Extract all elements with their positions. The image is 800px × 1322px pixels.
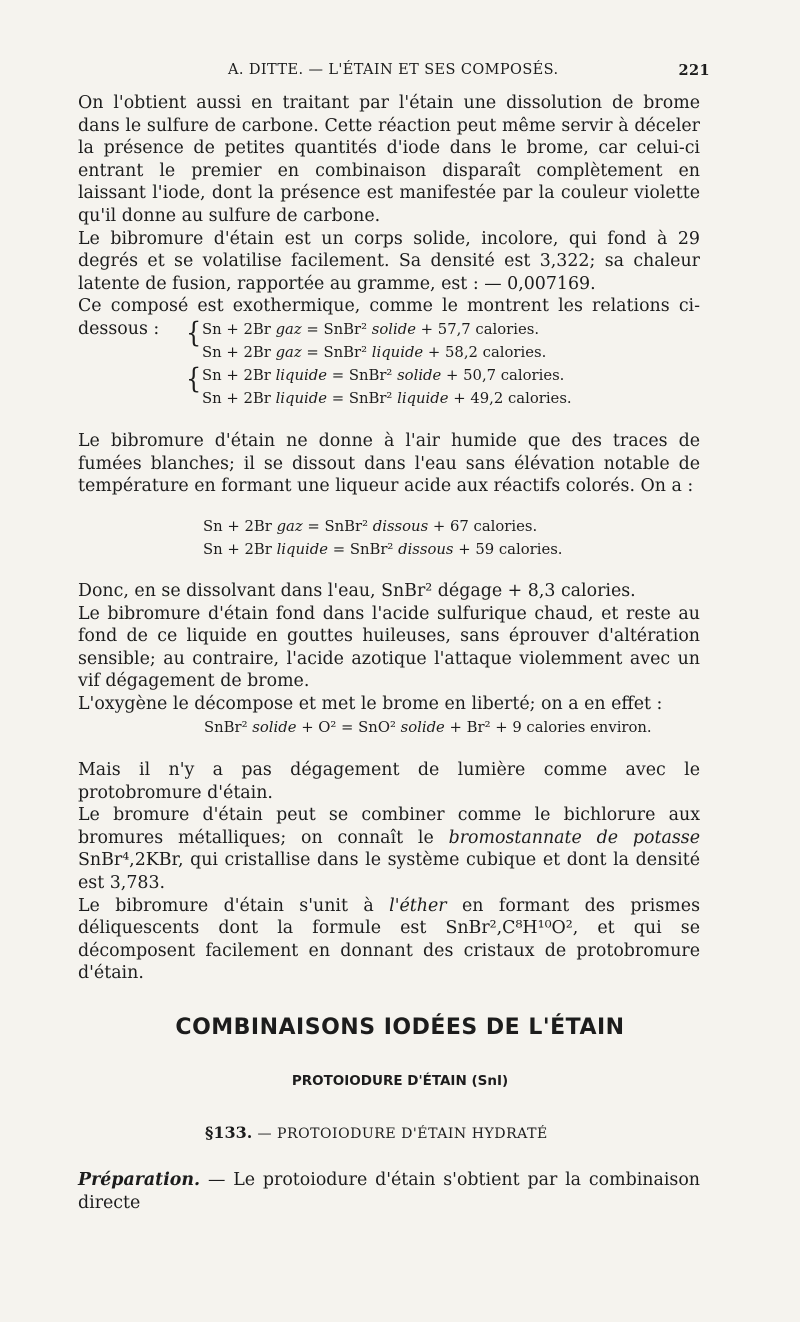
equation-line: Sn + 2Br gaz = SnBr² solide + 57,7 calories. <box>202 321 540 338</box>
running-header <box>78 62 710 84</box>
paragraph-number: 133. <box>213 1123 253 1142</box>
paragraph-text: Mais il n'y a pas dégagement de lumière comme avec le protobromure d'étain. <box>78 760 700 803</box>
section-sign: § <box>205 1123 214 1142</box>
preparation-text: — Le protoiodure d'étain s'obtient par la combinaison directe <box>78 1170 700 1213</box>
paragraph-bromostannate: Le bromure d'étain peut se combiner comme le bichlorure aux bromures métalliques; on connaît le bromostannate de potasse SnBr⁴,2KBr, qui cristallise dans le système cubique et dont la densité est 3,783. <box>78 805 700 893</box>
paragraph-text: L'oxygène le décompose et met le brome en liberté; on a en effet : <box>78 693 663 714</box>
paragraph-ether: Le bibromure d'étain s'unit à l'éther en formant des prismes déliquescents dont la formule est SnBr²,C⁸H¹⁰O², et qui se décomposent facilement en donnant des cristaux de protobromure d'étain. <box>78 895 700 984</box>
brace-left: { <box>186 316 202 350</box>
running-title: A. DITTE. — L'ÉTAIN ET SES COMPOSÉS. <box>228 62 559 78</box>
equation-oxygen: SnBr² solide + O² = SnO² solide + Br² + 9 calories environ. <box>204 719 652 736</box>
equation-line: Sn + 2Br liquide = SnBr² liquide + 49,2 calories. <box>202 390 572 407</box>
paragraph-text: Le bibromure d'étain fond dans l'acide sulfurique chaud, et reste au fond de ce liquide en gouttes huileuses, sans éprouver d'altération sensible; au contraire, l'acide azotique l'attaque violemment avec un vif dégagement de brome. <box>78 603 700 692</box>
paragraph-dissolving <box>78 580 700 716</box>
equation-line: Sn + 2Br gaz = SnBr² dissous + 67 calories. <box>203 518 538 535</box>
paragraph-density: Le bibromure d'étain est un corps solide, incolore, qui fond à 29 degrés et se volatilise facilement. Sa densité est 3,322; sa chaleur latente de fusion, rapportée au gramme, est : — 0,007169. <box>78 228 700 294</box>
equation-line: Sn + 2Br liquide = SnBr² dissous + 59 calories. <box>203 541 563 558</box>
preparation-label: Préparation. <box>78 1170 201 1190</box>
paragraph-text: Le bibromure d'étain ne donne à l'air humide que des traces de fumées blanches; il se dissout dans l'eau sans élévation notable de température en formant une liqueur acide aux réactifs colorés. On a : <box>78 431 700 497</box>
paragraph-light <box>78 759 700 985</box>
section-subtitle: PROTOIODURE D'ÉTAIN (SnI) <box>291 1073 509 1089</box>
paragraph-text: Donc, en se dissolvant dans l'eau, SnBr² dégage + 8,3 calories. <box>78 581 636 601</box>
paragraph-text: On l'obtient aussi en traitant par l'étain une dissolution de brome dans le sulfure de carbone. Cette réaction peut même servir à déceler la présence de petites quantités d'iode dans le brome, car celui-ci entrant le premier en combinaison disparaît complètement en laissant l'iode, dont la présence est manifestée par la couleur violette qu'il donne au sulfure de carbone. <box>78 93 700 226</box>
paragraph-fumes <box>78 430 700 498</box>
page-number: 221 <box>678 62 710 79</box>
paragraph-preparation <box>78 1169 700 1214</box>
paragraph-exothermic: Ce composé est exothermique, comme le montrent les relations ci-dessous : <box>78 296 700 339</box>
section-title: COMBINAISONS IODÉES DE L'ÉTAIN <box>175 1015 625 1040</box>
paragraph-bromine-detection <box>78 92 700 341</box>
equation-line: Sn + 2Br gaz = SnBr² liquide + 58,2 calories. <box>202 344 547 361</box>
equation-line: Sn + 2Br liquide = SnBr² solide + 50,7 calories. <box>202 367 565 384</box>
paragraph-heading-title: — PROTOIODURE D'ÉTAIN HYDRATÉ <box>257 1126 548 1142</box>
brace-left: { <box>186 362 202 396</box>
paragraph-heading-133 <box>205 1123 548 1142</box>
